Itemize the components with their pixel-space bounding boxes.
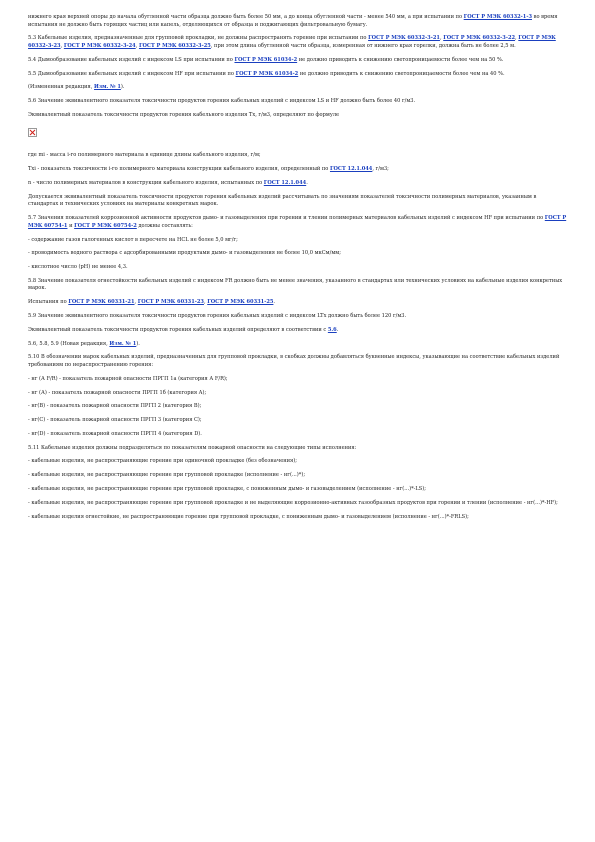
paragraph-text: ). [136,340,140,347]
paragraph-text: , [203,299,208,306]
paragraph [28,354,568,369]
paragraph [28,152,568,160]
standard-reference-link[interactable]: Изм. № 1 [109,340,137,347]
paragraph [28,84,568,92]
paragraph-text: - нг(С) - показатель пожарной опасности ПРГП 3 (категория С); [28,417,202,424]
paragraph-text: (Измененная редакция, [28,84,95,91]
paragraph [28,98,568,106]
standard-reference-link[interactable]: ГОСТ Р МЭК 60332-3-22 [443,35,516,42]
paragraph [28,112,568,120]
standard-reference-link[interactable]: 5.6 [327,326,337,333]
paragraph-text: . [336,326,339,333]
paragraph-text: ). [120,84,125,91]
paragraph [28,431,568,439]
paragraph [28,237,568,245]
paragraph [28,500,568,508]
paragraph-text: Тхi - показатель токсичности i-го полимерного материала конструкции кабельного изделия, определенный по [28,166,330,173]
paragraph-text: - нг (А) - показатель пожарной опасности ПРГП 1б (категория А); [28,389,207,396]
paragraph-text: 5.5 Дымообразование кабельных изделий с индексом HF при испытании по [28,70,236,77]
paragraph [28,445,568,453]
paragraph [28,194,568,209]
paragraph-text: 5.11 Кабельные изделия должны подразделяться по показателям пожарной опасности на следующие типы исполнения: [28,444,357,451]
paragraph [28,403,568,411]
paragraph [28,313,568,321]
paragraph-text: где mi - масса i-го полимерного материала в единице длины кабельного изделия, г/м; [28,152,261,159]
paragraph-text: , [60,42,64,49]
standard-reference-link[interactable]: ГОСТ Р МЭК 60332-3-24 [63,42,136,49]
paragraph [28,417,568,425]
paragraph-text: во время испытания не должно быть горящих частиц или капель, отделяющихся от образца и поджигающих фильтровальную бумагу. [28,14,558,28]
paragraph-text: 5.8 Значение показателя огнестойкости кабельных изделий с индексом FR должно быть не менее значения, указанного в стандартах или технических условиях на кабельные изделия конкретных марок. [28,277,563,292]
paragraph-text: , [439,35,444,42]
standard-reference-link[interactable]: ГОСТ Р МЭК 61034-2 [235,70,299,77]
standard-reference-link[interactable]: ГОСТ Р МЭК 61034-2 [234,56,298,63]
paragraph [28,376,568,384]
paragraph-text: , [134,299,138,306]
standard-reference-link[interactable]: Изм. № 1 [94,84,121,91]
standard-reference-link[interactable]: ГОСТ 12.1.044 [263,180,307,186]
paragraph-text: - кабельные изделия огнестойкие, не распространяющие горение при групповой прокладке, с пониженным дымо- и газовыделением (исполнение - нг(...)*-FRLS); [28,513,469,520]
paragraph-text: - кабельные изделия, не распространяющие горение при групповой прокладке (исполнение - нг(...)*); [28,472,306,479]
paragraph [28,14,568,29]
paragraph-text: . [273,299,276,306]
paragraph [28,166,568,174]
paragraph-text: - кабельные изделия, не распространяющие горение при групповой прокладке, с пониженным дымо- и газовыделением (исполнение - нг(...)*-LS); [28,486,426,492]
standard-reference-link[interactable]: ГОСТ Р МЭК 60331-23 [137,299,204,306]
paragraph [28,35,568,50]
paragraph [28,250,568,258]
paragraph-text: - нг (А F/R) - показатель пожарной опасности ПРГП 1а (категория А F/R); [28,375,228,382]
paragraph-text: - кислотное число (pH) не менее 4,3. [28,264,128,271]
paragraph-text: , [515,35,519,42]
paragraph-text: 5.4 Дымообразование кабельных изделий с индексом LS при испытании по [28,56,235,63]
standard-reference-link[interactable]: ГОСТ 12.1.044 [329,166,373,173]
paragraph [28,486,568,494]
paragraph [28,71,568,79]
paragraph-text: нижнего края верхней опоры до начала обугленной части образца должно быть более 50 мм, а до конца обугленной части - менее 540 мм, а при испытании по [28,14,464,20]
paragraph [28,180,568,188]
paragraph-text: Допускается эквивалентный показатель токсичности продуктов горения кабельных изделий рассчитывать по значениям показателей токсичности полимерных материалов, указанным в стандартах и технических условиях на материалы конкретных марок. [28,193,537,208]
standard-reference-link[interactable]: ГОСТ Р МЭК 60754-1 [28,215,567,229]
paragraph-text: . [306,180,308,186]
paragraph-text: 5.9 Значение эквивалентного показателя токсичности продуктов горения кабельных изделий с индексом LTx должно быть более 120 г/м3. [28,313,407,320]
paragraph-text: 5.10 В обозначении марок кабельных изделий, предназначенных для групповой прокладки, в скобках должны добавляться буквенные индексы, указывающие на соответствие кабельных изделий требованиям по нераспространению горения: [28,354,560,368]
document-page [28,14,568,527]
paragraph [28,472,568,480]
standard-reference-link[interactable]: ГОСТ Р МЭК 60331-21 [68,299,135,306]
paragraph-text: - кабельные изделия, не распространяющие горение при одиночной прокладке (без обозначения); [28,458,297,465]
paragraph [28,57,568,65]
paragraph-text: 5.7 Значения показателей коррозионной активности продуктов дымо- и газовыделения при горении и тлении полимерных материалов кабельных изделий с индексом HF при испытании по [28,215,545,222]
paragraph [28,514,568,522]
standard-reference-link[interactable]: ГОСТ Р МЭК 60332-3-23 [28,35,556,49]
paragraph [28,215,568,230]
paragraph [28,390,568,398]
paragraph-text: , [135,42,139,49]
paragraph [28,278,568,293]
paragraph-text: 5.3 Кабельные изделия, предназначенные для групповой прокладки, не должны распространять горение при испытании по [28,35,369,42]
paragraph-text: , при этом длина обугленной части образца, измеренная от нижнего края горелки, должна быть не более 2,5 м. [210,42,516,49]
paragraph [28,458,568,466]
standard-reference-link[interactable]: ГОСТ Р МЭК 60332-1-3 [463,14,532,20]
paragraph-text: не должно приводить к снижению светопроницаемости более чем на 50 %. [297,56,504,63]
paragraph [28,341,568,349]
paragraph-text: - проводимость водного раствора с адсорбированными продуктами дымо- и газовыделения не более 10,0 мкСм/мм; [28,250,341,257]
paragraph-text: Эквивалентный показатель токсичности продуктов горения кабельных изделий определяют в соответствии с [28,326,328,333]
paragraph-text: и [67,222,75,229]
paragraph-text: должны составлять: [136,222,193,229]
standard-reference-link[interactable]: ГОСТ Р МЭК 60332-3-21 [368,35,440,42]
paragraph-text: - нг(D) - показатель пожарной опасности ПРГП 4 (категория D). [28,430,202,437]
paragraph-text: - нг(В) - показатель пожарной опасности ПРГП 2 (категория В); [28,403,202,410]
paragraph-text: не должно приводить к снижению светопроницаемости более чем на 40 %. [298,70,505,77]
paragraph-text: Испытания по [28,299,69,306]
broken-image-icon [28,128,37,137]
standard-reference-link[interactable]: ГОСТ Р МЭК 60331-25 [207,299,274,306]
paragraph [28,264,568,272]
paragraph-text: n - число полимерных материалов в конструкции кабельного изделия, испытанных по [28,180,264,186]
standard-reference-link[interactable]: ГОСТ Р МЭК 60754-2 [74,222,137,229]
paragraph-text: - кабельные изделия, не распространяющие горение при групповой прокладке и не выделяющие коррозионно-активных газообразных продуктов при горении и тлении (исполнение - нг(...)*-HF); [28,499,558,506]
paragraph [28,327,568,335]
paragraph [28,126,568,147]
standard-reference-link[interactable]: ГОСТ Р МЭК 60332-3-25 [138,42,211,49]
paragraph [28,299,568,307]
paragraph-text: - содержание газов галогенных кислот в пересчете на HCL не более 5,0 мг/г; [28,236,238,243]
paragraph-text: Эквивалентный показатель токсичности продуктов горения кабельного изделия Тх, г/м3, определяют по формуле [28,111,340,118]
paragraph-text: 5.6 Значение эквивалентного показателя токсичности продуктов горения кабельных изделий с индексом LS и HF должно быть более 40 г/м3. [28,98,416,105]
paragraph-text: , г/м3; [372,166,389,173]
paragraph-text: 5.6, 5.8, 5.9 (Новая редакция, [28,340,110,347]
